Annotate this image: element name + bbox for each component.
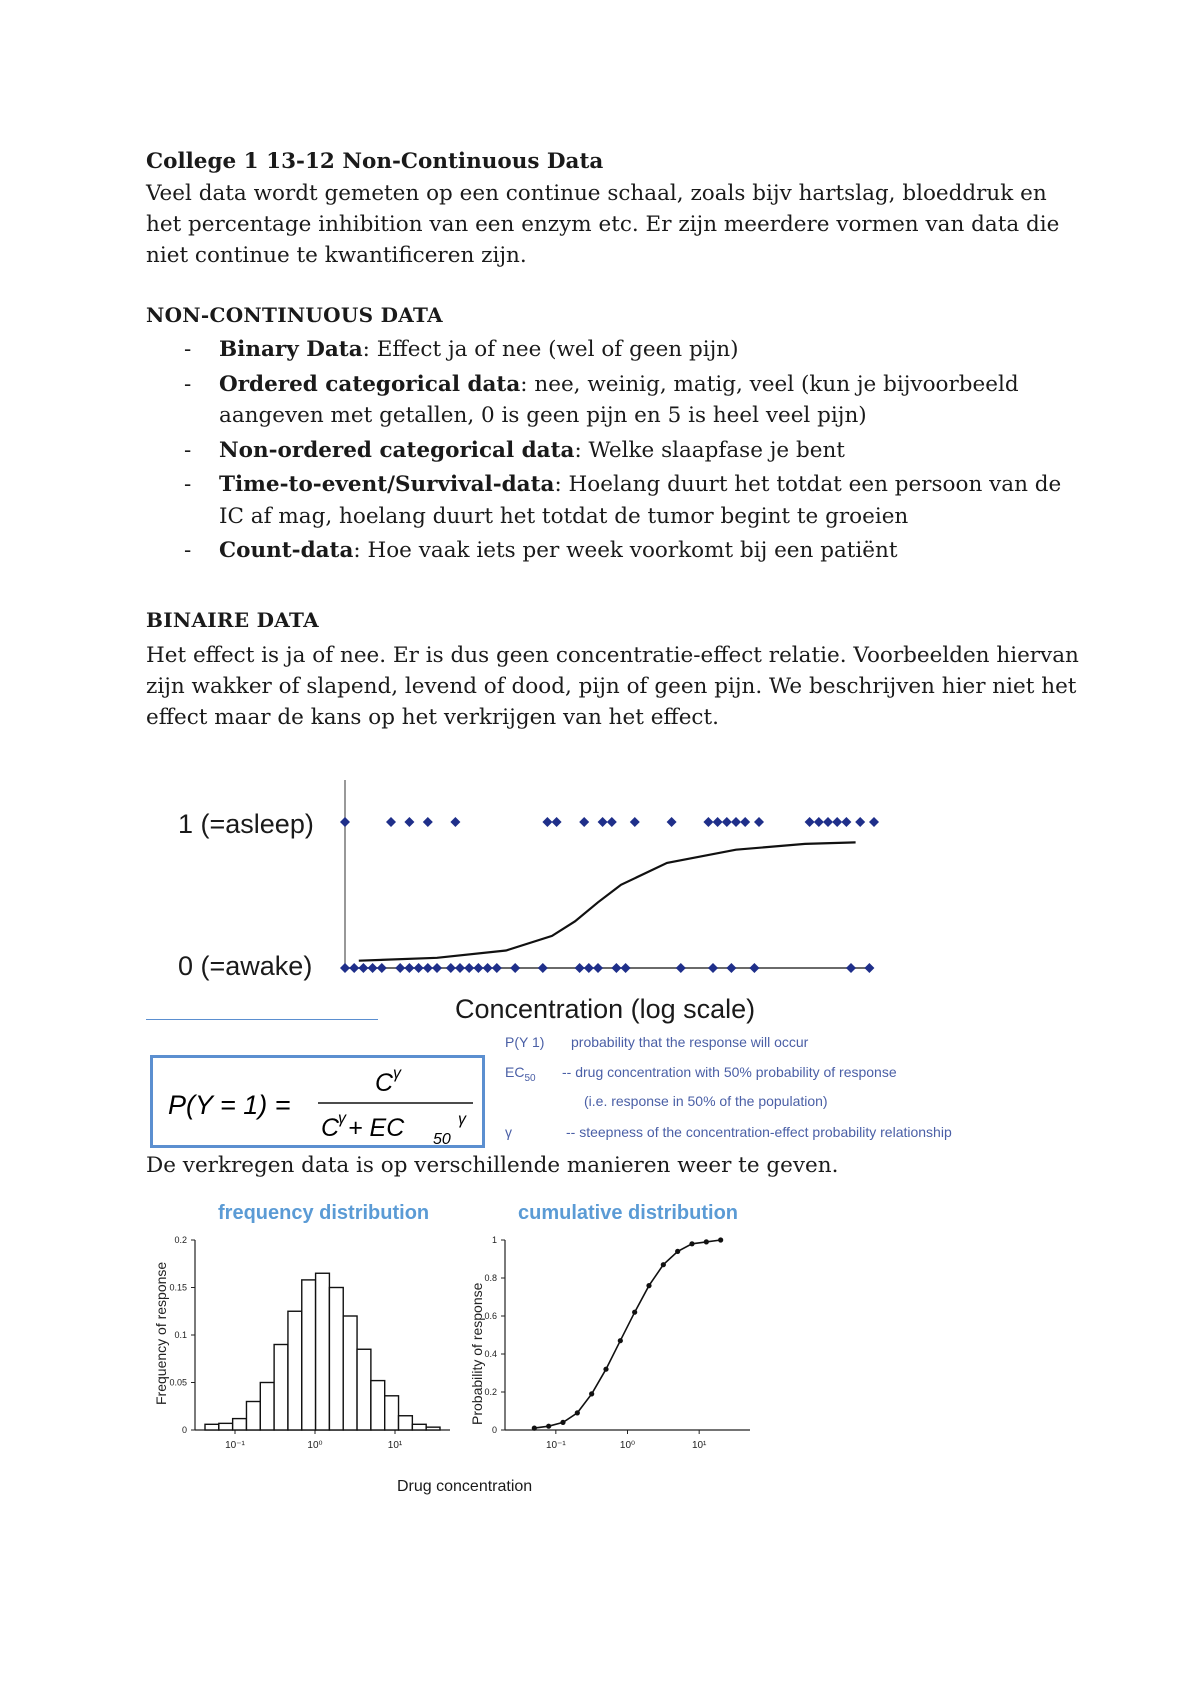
item-text: : Hoe vaak iets per week voorkomt bij een patiënt: [353, 538, 898, 563]
formula-lhs: P(Y = 1) =: [168, 1090, 291, 1120]
freq-bar: [205, 1424, 219, 1430]
freq-bar: [412, 1424, 426, 1430]
freq-bar: [288, 1311, 302, 1430]
awake-point: [510, 963, 520, 973]
cum-xtick-label: 10⁰: [619, 1440, 636, 1451]
binaire-line-1: Het effect is ja of nee. Er is dus geen concentratie-effect relatie. Voorbeelden hiervan: [146, 643, 1079, 668]
awake-point: [455, 963, 465, 973]
awake-point: [864, 963, 874, 973]
awake-point: [492, 963, 502, 973]
legend-desc-ec-note: (i.e. response in 50% of the population): [584, 1093, 828, 1109]
awake-point: [584, 963, 594, 973]
cum-points: [532, 1237, 724, 1430]
item-text: : Hoelang duurt het totdat een persoon van de: [554, 472, 1062, 497]
asleep-point: [542, 817, 552, 827]
formula-den-plus: + EC: [348, 1114, 405, 1142]
asleep-point: [869, 817, 879, 827]
asleep-point: [841, 817, 851, 827]
drug-concentration-label: Drug concentration: [397, 1478, 533, 1495]
after-formula-text: De verkregen data is op verschillende manieren weer te geven.: [146, 1153, 839, 1178]
freq-bar: [274, 1345, 288, 1431]
asleep-point: [423, 817, 433, 827]
cum-axes: [484, 1235, 750, 1451]
awake-point: [377, 963, 387, 973]
freq-title: frequency distribution: [218, 1202, 430, 1224]
section-heading-noncontinuous: NON-CONTINUOUS DATA: [146, 303, 443, 327]
awake-point: [349, 963, 359, 973]
asleep-point: [805, 817, 815, 827]
freq-xtick-label: 10¹: [387, 1440, 403, 1451]
cum-xtick-label: 10¹: [691, 1440, 707, 1451]
cum-point: [661, 1262, 666, 1267]
legend-sym-ec: [505, 1064, 536, 1084]
cum-xtick-label: 10⁻¹: [545, 1440, 566, 1451]
awake-point: [593, 963, 603, 973]
list-item: [146, 469, 1066, 532]
cum-title: cumulative distribution: [518, 1202, 739, 1224]
cum-point: [560, 1420, 565, 1425]
asleep-point: [607, 817, 617, 827]
cum-point: [646, 1283, 651, 1288]
awake-point: [414, 963, 424, 973]
cum-point: [632, 1310, 637, 1315]
awake-point: [611, 963, 621, 973]
freq-bar: [385, 1396, 399, 1430]
cum-ytick-label: 0.2: [484, 1387, 497, 1397]
item-text: : Effect ja of nee (wel of geen pijn): [362, 337, 739, 362]
asleep-point: [740, 817, 750, 827]
formula-den-sup: γ: [338, 1110, 346, 1127]
awake-point: [473, 963, 483, 973]
legend-sym-p: P(Y 1): [505, 1034, 545, 1050]
ytick-asleep: 1 (=asleep): [178, 809, 314, 839]
asleep-point: [579, 817, 589, 827]
item-text-cont: IC af mag, hoelang duurt het totdat de tumor begint te groeien: [219, 503, 909, 529]
awake-point: [726, 963, 736, 973]
cum-point: [575, 1410, 580, 1415]
freq-bars: [205, 1273, 440, 1430]
cum-ytick-label: 0.8: [484, 1273, 497, 1283]
awake-point: [368, 963, 378, 973]
cum-point: [675, 1249, 680, 1254]
freq-bar: [260, 1383, 274, 1431]
awake-point: [575, 963, 585, 973]
page-title: College 1 13-12 Non-Continuous Data: [146, 149, 604, 174]
cum-ytick-label: 0.4: [484, 1349, 497, 1359]
legend-desc-gamma: -- steepness of the concentration-effect probability relationship: [566, 1124, 952, 1140]
freq-bar: [316, 1273, 330, 1430]
awake-point: [340, 963, 350, 973]
item-text: : Welke slaapfase je bent: [574, 437, 845, 463]
list-item: [146, 535, 1066, 567]
legend-sym-ec-sub: 50: [524, 1072, 536, 1084]
asleep-point: [450, 817, 460, 827]
freq-bar: [399, 1416, 413, 1430]
freq-ytick-label: 0.1: [174, 1330, 187, 1340]
intro-line-1: Veel data wordt gemeten op een continue schaal, zoals bijv hartslag, bloeddruk en: [146, 181, 1047, 206]
freq-bar: [233, 1419, 247, 1430]
asleep-point: [722, 817, 732, 827]
list-item: [146, 334, 1066, 366]
intro-line-3: niet continue te kwantificeren zijn.: [146, 243, 527, 268]
asleep-point: [713, 817, 723, 827]
item-term: Non-ordered categorical data: [219, 437, 575, 463]
formula-den-sup2: γ: [458, 1111, 466, 1128]
freq-bar: [246, 1402, 260, 1431]
item-term: Ordered categorical data: [219, 371, 521, 397]
asleep-point: [855, 817, 865, 827]
cum-point: [589, 1391, 594, 1396]
intro-line-2: het percentage inhibition van een enzym etc. Er zijn meerdere vormen van data die: [146, 212, 1060, 237]
formula-den-c: C: [321, 1114, 340, 1142]
freq-ytick-label: 0.2: [174, 1235, 187, 1245]
freq-ytick-label: 0: [181, 1425, 187, 1435]
freq-bar: [343, 1316, 357, 1430]
list-item: [146, 435, 1066, 467]
awake-point: [708, 963, 718, 973]
formula-box: [150, 1055, 485, 1148]
asleep-point: [754, 817, 764, 827]
noncontinuous-list: [146, 334, 1066, 570]
binary-points: [340, 817, 879, 973]
freq-ylabel: Frequency of response: [153, 1261, 169, 1405]
asleep-point: [386, 817, 396, 827]
cum-point: [718, 1237, 723, 1242]
legend-desc-p: probability that the response will occur: [571, 1034, 809, 1050]
binary-response-chart: [150, 780, 890, 1030]
item-text: : nee, weinig, matig, veel (kun je bijvoorbeeld: [520, 371, 1019, 397]
divider: [146, 1019, 378, 1020]
item-term: Count-data: [219, 538, 354, 563]
awake-point: [483, 963, 493, 973]
freq-bar: [371, 1381, 385, 1430]
legend-sym-gamma: γ: [505, 1124, 512, 1140]
formula-num-sup: γ: [393, 1065, 401, 1082]
list-item: [146, 369, 1066, 432]
legend-desc-ec: -- drug concentration with 50% probability of response: [562, 1064, 897, 1080]
binaire-line-2: zijn wakker of slapend, levend of dood, pijn of geen pijn. We beschrijven hier niet het: [146, 674, 1077, 699]
asleep-point: [731, 817, 741, 827]
freq-ytick-label: 0.15: [169, 1282, 187, 1293]
cum-ytick-label: 0: [491, 1425, 497, 1435]
asleep-point: [667, 817, 677, 827]
item-term: Time-to-event/Survival-data: [219, 472, 555, 497]
cum-point: [546, 1424, 551, 1429]
freq-ytick-label: 0.05: [169, 1377, 187, 1388]
asleep-point: [823, 817, 833, 827]
legend-sym-ec-text: EC: [505, 1064, 525, 1080]
frequency-distribution-chart: [150, 1195, 470, 1455]
awake-point: [395, 963, 405, 973]
cumulative-line: [534, 1240, 720, 1428]
cum-point: [532, 1426, 537, 1431]
asleep-point: [814, 817, 824, 827]
awake-point: [358, 963, 368, 973]
asleep-point: [703, 817, 713, 827]
cum-point: [704, 1239, 709, 1244]
formula: [153, 1058, 488, 1151]
awake-point: [749, 963, 759, 973]
freq-bar: [302, 1280, 316, 1430]
freq-bar: [219, 1423, 233, 1430]
item-text-cont: aangeven met getallen, 0 is geen pijn en 5 is heel veel pijn): [219, 403, 867, 428]
awake-point: [423, 963, 433, 973]
bullet-dash: -: [184, 472, 192, 497]
bullet-dash: -: [184, 371, 192, 397]
awake-point: [432, 963, 442, 973]
formula-numerator: C: [375, 1069, 394, 1097]
x-axis-label: Concentration (log scale): [455, 994, 756, 1024]
cumulative-distribution-chart: [460, 1195, 760, 1455]
cum-ytick-label: 0.6: [484, 1311, 497, 1321]
binaire-line-3: effect maar de kans op het verkrijgen van het effect.: [146, 705, 719, 730]
awake-point: [446, 963, 456, 973]
asleep-point: [598, 817, 608, 827]
ytick-awake: 0 (=awake): [178, 951, 313, 981]
awake-point: [464, 963, 474, 973]
awake-point: [676, 963, 686, 973]
sigmoid-curve: [359, 842, 856, 960]
bullet-dash: -: [184, 337, 192, 362]
cum-ylabel: Probability of response: [469, 1282, 485, 1425]
asleep-point: [404, 817, 414, 827]
cum-point: [603, 1367, 608, 1372]
asleep-point: [340, 817, 350, 827]
awake-point: [621, 963, 631, 973]
section-heading-binaire: BINAIRE DATA: [146, 608, 319, 632]
freq-xtick-label: 10⁰: [307, 1440, 323, 1451]
bullet-dash: -: [184, 538, 192, 563]
asleep-point: [832, 817, 842, 827]
cum-ytick-label: 1: [491, 1235, 497, 1245]
awake-point: [404, 963, 414, 973]
asleep-point: [630, 817, 640, 827]
freq-bar: [329, 1288, 343, 1431]
awake-point: [846, 963, 856, 973]
cum-point: [689, 1241, 694, 1246]
awake-point: [538, 963, 548, 973]
freq-xtick-label: 10⁻¹: [225, 1440, 245, 1451]
bullet-dash: -: [184, 437, 192, 463]
item-term: Binary Data: [219, 337, 363, 362]
formula-den-sub: 50: [433, 1131, 451, 1148]
freq-bar: [426, 1427, 440, 1430]
asleep-point: [552, 817, 562, 827]
cum-point: [618, 1338, 623, 1343]
freq-bar: [357, 1349, 371, 1430]
